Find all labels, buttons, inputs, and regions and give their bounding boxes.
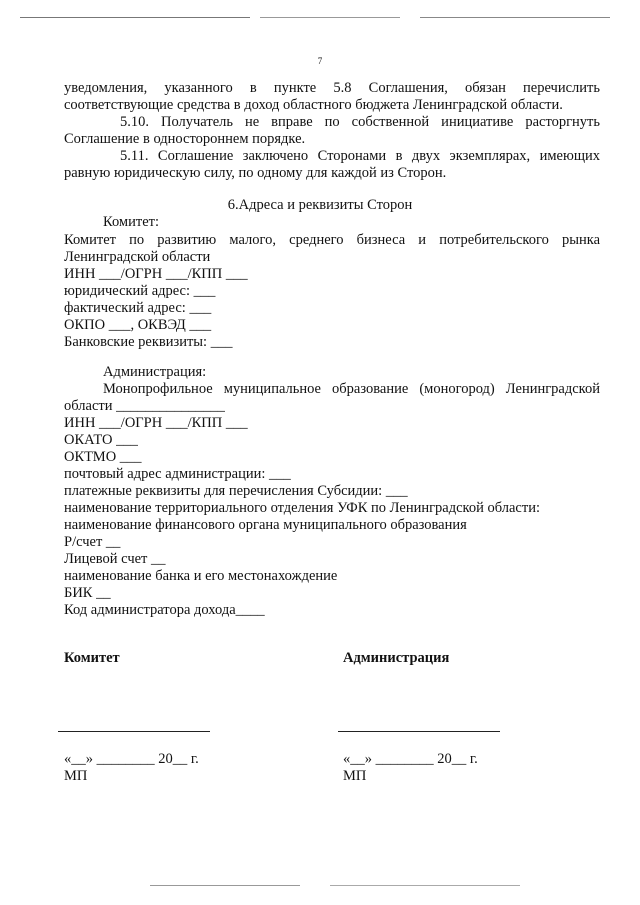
- stamp-place-committee: МП: [64, 768, 88, 784]
- committee-name: Ленинградской области: [64, 249, 211, 265]
- administration-payment: платежные реквизиты для перечисления Субсидии: ___: [64, 483, 408, 499]
- signature-line-administration: [338, 731, 500, 732]
- signature-title-committee: Комитет: [64, 650, 120, 666]
- paragraph-line: соответствующие средства в доход областного бюджета Ленинградской области.: [64, 97, 563, 113]
- paragraph-line: Соглашение в одностороннем порядке.: [64, 131, 306, 147]
- administration-bank-name: наименование банка и его местонахождение: [64, 568, 338, 584]
- paragraph-line: уведомления, указанного в пункте 5.8 Соглашения, обязан перечислить: [64, 80, 600, 96]
- committee-okpo: ОКПО ___, ОКВЭД ___: [64, 317, 212, 333]
- paragraph-line: 5.11. Соглашение заключено Сторонами в двух экземплярах, имеющих: [120, 148, 600, 164]
- paragraph-line: равную юридическую силу, по одному для каждой из Сторон.: [64, 165, 447, 181]
- administration-okato: ОКАТО ___: [64, 432, 138, 448]
- administration-oktmo: ОКТМО ___: [64, 449, 142, 465]
- administration-income-code: Код администратора дохода____: [64, 602, 265, 618]
- page-number: 7: [317, 56, 323, 66]
- administration-name: Монопрофильное муниципальное образование (моногород) Ленинградской: [103, 381, 600, 397]
- committee-inn: ИНН ___/ОГРН ___/КПП ___: [64, 266, 248, 282]
- committee-name: Комитет по развитию малого, среднего бизнеса и потребительского рынка: [64, 232, 600, 248]
- administration-postal: почтовый адрес администрации: ___: [64, 466, 291, 482]
- committee-heading: Комитет:: [103, 214, 159, 230]
- administration-inn: ИНН ___/ОГРН ___/КПП ___: [64, 415, 248, 431]
- scan-edge-top: [0, 16, 640, 19]
- administration-account: Р/счет __: [64, 534, 121, 550]
- signature-line-committee: [58, 731, 210, 732]
- committee-bank: Банковские реквизиты: ___: [64, 334, 233, 350]
- administration-bik: БИК __: [64, 585, 111, 601]
- stamp-place-administration: МП: [343, 768, 367, 784]
- signature-date-administration: «__» ________ 20__ г.: [343, 751, 478, 767]
- committee-legal-address: юридический адрес: ___: [64, 283, 216, 299]
- committee-actual-address: фактический адрес: ___: [64, 300, 212, 316]
- administration-personal-account: Лицевой счет __: [64, 551, 166, 567]
- section-title: 6.Адреса и реквизиты Сторон: [227, 197, 413, 213]
- administration-ufk: наименование территориального отделения УФК по Ленинградской области:: [64, 500, 540, 516]
- scan-edge-bottom: [0, 884, 640, 887]
- administration-heading: Администрация:: [103, 364, 207, 380]
- administration-name: области _______________: [64, 398, 225, 414]
- paragraph-line: 5.10. Получатель не вправе по собственной инициативе расторгнуть: [120, 114, 600, 130]
- signature-title-administration: Администрация: [343, 650, 450, 666]
- administration-fin-organ: наименование финансового органа муниципального образования: [64, 517, 467, 533]
- signature-date-committee: «__» ________ 20__ г.: [64, 751, 199, 767]
